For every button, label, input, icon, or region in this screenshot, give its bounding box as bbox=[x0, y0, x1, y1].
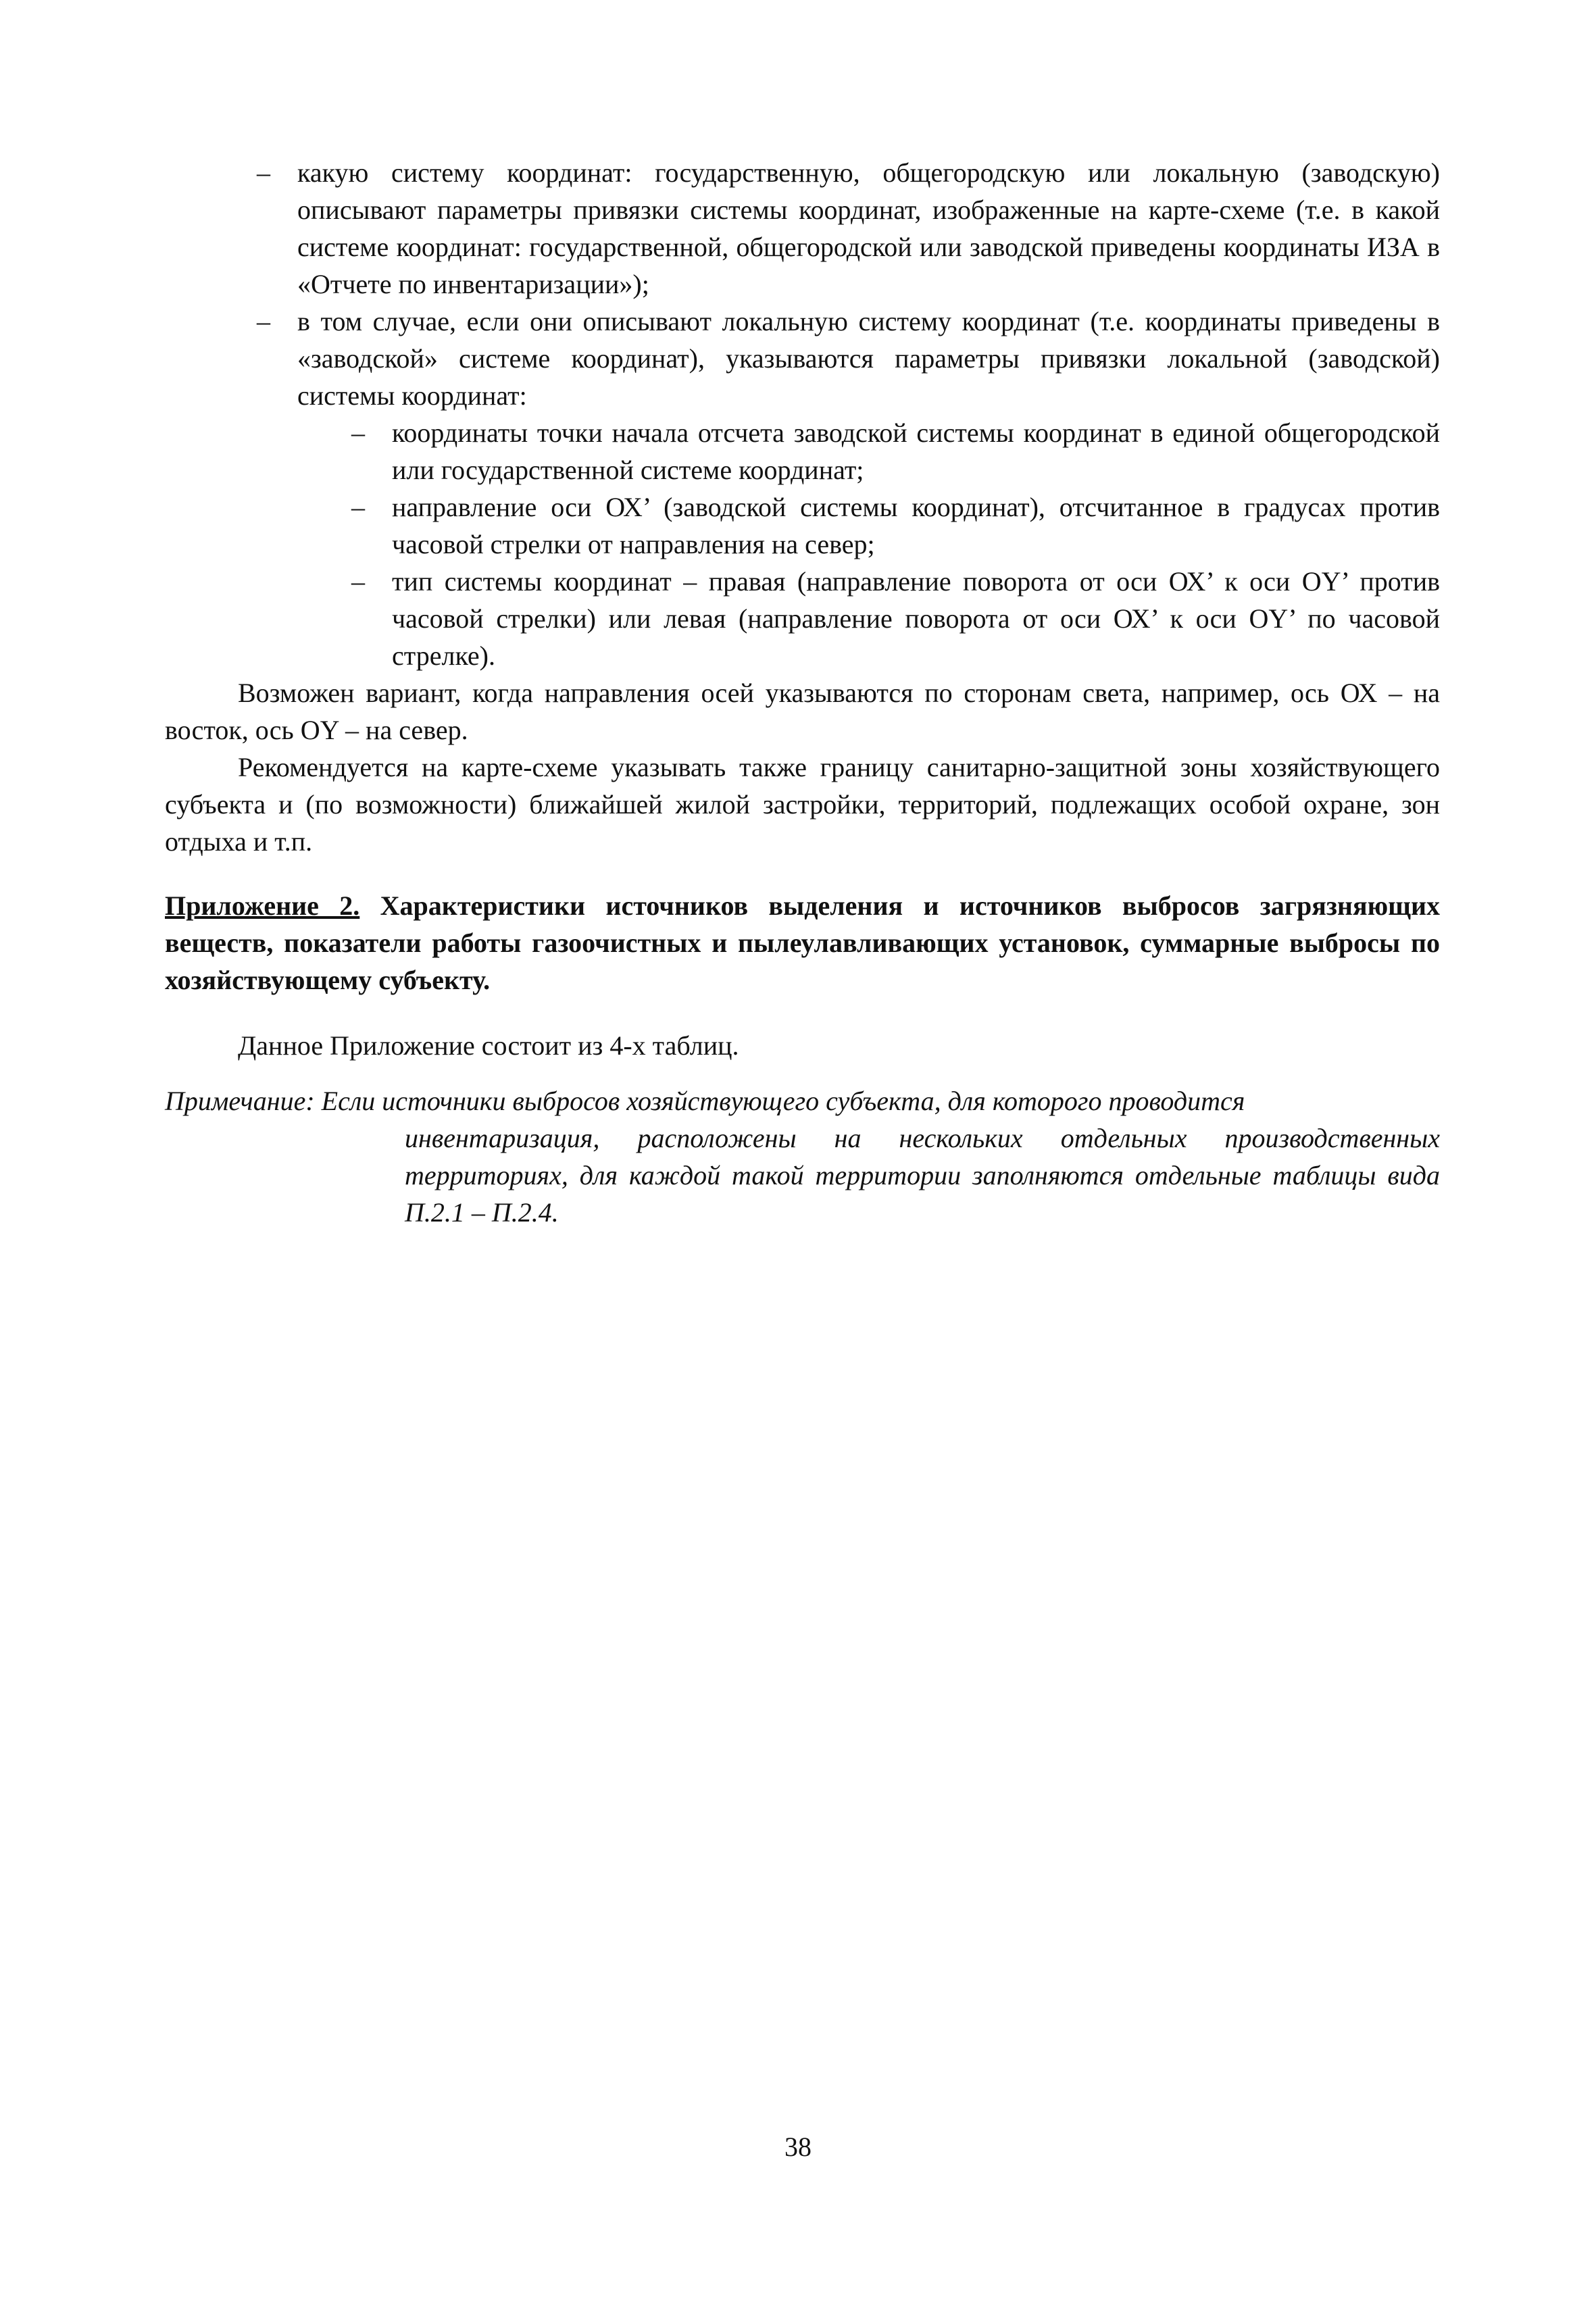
list-dash: – bbox=[351, 566, 365, 597]
list-dash: – bbox=[257, 306, 270, 336]
sub-list-item-text: тип системы координат – правая (направление поворота от оси ОХ’ к оси OY’ против часовой стрелки) или левая (направление поворота от оси ОХ’ к оси OY’ по часовой стрелке). bbox=[392, 566, 1440, 671]
note-block bbox=[165, 1082, 1440, 1231]
paragraph-tables-count: Данное Приложение состоит из 4-х таблиц. bbox=[238, 1030, 739, 1061]
list-item bbox=[165, 154, 1440, 303]
note-text-rest: инвентаризация, расположены на нескольких отдельных производственных территориях, для каждой такой территории заполняются отдельные таблицы вида П.2.1 – П.2.4. bbox=[405, 1123, 1440, 1228]
note-label: Примечание: bbox=[165, 1086, 315, 1116]
appendix-description bbox=[165, 1027, 1440, 1064]
appendix-heading-text bbox=[165, 887, 1440, 999]
list-dash: – bbox=[351, 492, 365, 522]
list-dash: – bbox=[351, 418, 365, 448]
coordinate-system-list bbox=[165, 154, 1440, 860]
appendix-heading bbox=[165, 887, 1440, 999]
sub-list-item bbox=[165, 488, 1440, 563]
note-text-first: Если источники выбросов хозяйствующего субъекта, для которого проводится bbox=[314, 1086, 1245, 1116]
sub-list-item-text: направление оси ОХ’ (заводской системы координат), отсчитанное в градусах против часовой стрелки от направления на север; bbox=[392, 492, 1440, 559]
list-item-text: какую систему координат: государственную, общегородскую или локальную (заводскую) описывают параметры привязки системы координат, изображенные на карте-схеме (т.е. в какой системе координат: государственной, общегородской или заводской приведены координаты ИЗА в «Отчете по инвентаризации»); bbox=[297, 157, 1440, 299]
note-first-line bbox=[165, 1082, 1440, 1120]
sub-list-item bbox=[165, 414, 1440, 488]
list-item bbox=[165, 303, 1440, 414]
sub-list-item-text: координаты точки начала отсчета заводской системы координат в единой общегородской или государственной системе координат; bbox=[392, 418, 1440, 485]
list-dash: – bbox=[257, 157, 270, 188]
paragraph-axes-variant: Возможен вариант, когда направления осей указываются по сторонам света, например, ось ОХ – на восток, ось OY – на север. bbox=[165, 678, 1440, 745]
list-item-text: в том случае, если они описывают локальную систему координат (т.е. координаты приведены в «заводской» системе координат), указываются параметры привязки локальной (заводской) системы координат: bbox=[297, 306, 1440, 411]
sub-list-item bbox=[165, 563, 1440, 674]
page-number: 38 bbox=[784, 2132, 812, 2162]
appendix-label: Приложение 2. bbox=[165, 890, 360, 921]
appendix-title: Характеристики источников выделения и источников выбросов загрязняющих веществ, показатели работы газоочистных и пылеулавливающих установок, суммарные выбросы по хозяйствующему субъекту. bbox=[165, 890, 1440, 995]
paragraph-recommendation: Рекомендуется на карте-схеме указывать также границу санитарно-защитной зоны хозяйствующего субъекта и (по возможности) ближайшей жилой застройки, территорий, подлежащих особой охране, зон отдыха и т.п. bbox=[165, 752, 1440, 857]
